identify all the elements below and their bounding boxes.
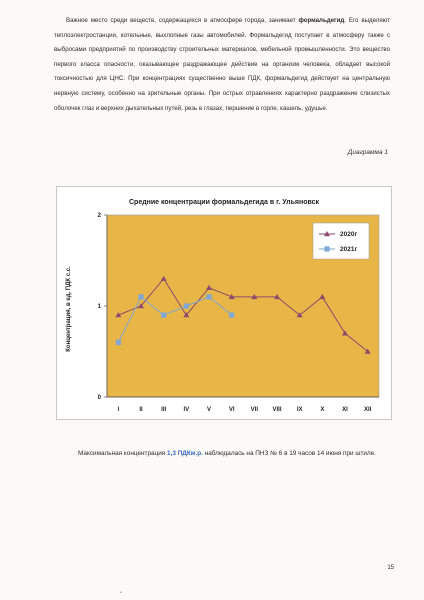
legend-label: 2020г	[340, 231, 358, 239]
diagram-caption: Диаграмма 1	[347, 149, 388, 156]
intro-text-start: Важное место среди веществ, содержащихся в атмосфере города, занимает	[66, 17, 299, 24]
legend-label: 2021г	[340, 246, 358, 254]
max-text-rest: наблюдалась на ПНЗ № 6 в 19 часов 14 июня при штиле.	[202, 450, 377, 457]
intro-text-rest: . Его выделяют теплоэлектростанции, котельные, выхлопные газы автомобилей. Формальдегид поступает в атмосферу также с выбросами предприятий по производству строительных материалов, мебельной промышленности. Это вещество первого класса опасности, оказывающее раздражающее действие на организм человека, обладает высокой токсичностью для ЦНС. При концентрациях существенно выше ПДК, формальдегид действует на центральную нервную систему, особенно на зрительные органы. При острых отравлениях характерно раздражение слизистых оболочек глаз и верхних дыхательных путей, резь в глазах, першение в горле, кашель, удушье.	[54, 17, 390, 112]
max-concentration-paragraph	[56, 446, 390, 462]
plot-area	[98, 213, 379, 413]
x-tick-label: XII	[363, 407, 372, 413]
page-number: 15	[387, 565, 394, 571]
x-tick-label: V	[206, 407, 212, 413]
x-tick-label: III	[161, 407, 167, 413]
x-tick-label: VIII	[272, 407, 282, 413]
x-tick-label: IX	[296, 407, 303, 413]
formaldehyde-chart	[56, 186, 392, 420]
legend-box	[313, 223, 369, 259]
bottom-mark: •	[120, 590, 122, 596]
x-tick-label: XI	[342, 407, 348, 413]
x-tick-label: IV	[183, 407, 190, 413]
x-tick-label: I	[117, 407, 120, 413]
x-tick-label: II	[139, 407, 143, 413]
data-point-square	[116, 340, 121, 345]
y-tick-label: 0	[97, 395, 101, 401]
chart-svg	[57, 187, 391, 419]
x-tick-label: VI	[228, 407, 235, 413]
data-point-square	[138, 294, 143, 299]
chart-title: Средние концентрации формальдегида в г. Ульяновск	[128, 199, 320, 206]
formaldehyde-term: формальдегид	[298, 17, 345, 24]
intro-paragraph	[54, 14, 390, 116]
data-point-square	[206, 294, 211, 299]
max-text-start: Максимальная концентрация	[78, 450, 168, 457]
max-value-highlight: 1,3 ПДКм.р.	[167, 450, 203, 457]
data-point-square	[161, 313, 166, 318]
y-tick-label: 2	[97, 213, 101, 219]
legend-marker-square	[324, 246, 329, 251]
x-tick-label: X	[320, 407, 325, 413]
data-point-square	[229, 313, 234, 318]
data-point-square	[184, 303, 189, 308]
y-axis-label: Концентрация, в ед. ПДК с.с.	[66, 266, 72, 352]
x-tick-label: VII	[250, 407, 259, 413]
y-tick-label: 1	[97, 304, 101, 310]
